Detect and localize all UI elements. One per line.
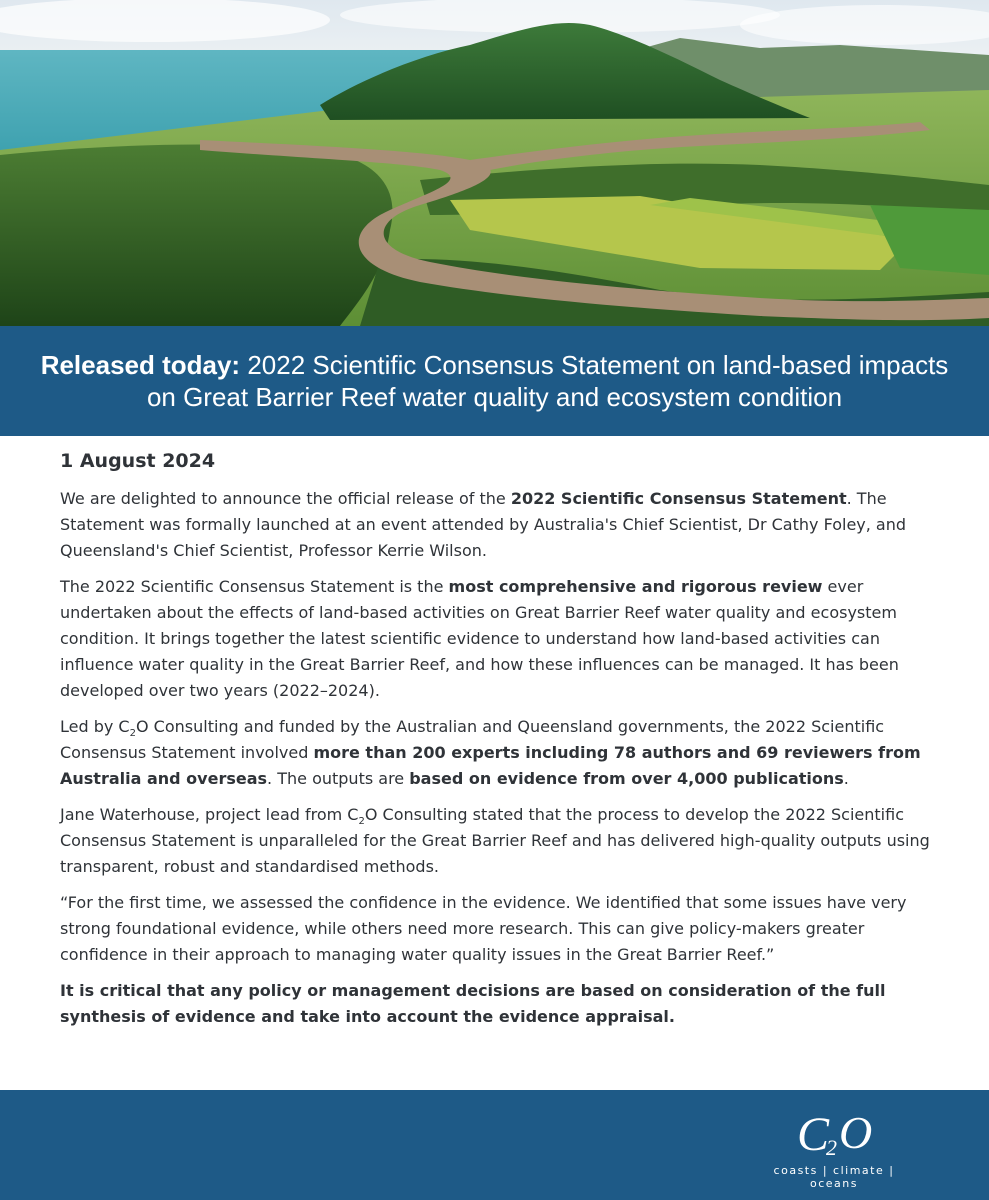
paragraph-intro	[60, 486, 940, 564]
p3-text-a: Led by C	[60, 717, 130, 736]
p3-subscript: 2	[129, 728, 136, 740]
p4-text-a: Jane Waterhouse, project lead from C	[60, 805, 359, 824]
article-body	[60, 450, 940, 1040]
p3-text-b: O Consulting and funded by the Australian and Queensland governments, the 2022 Scientific Consensus Statement involved	[60, 717, 885, 762]
footer	[0, 1090, 989, 1200]
p4-text-b: O Consulting stated that the process to develop the 2022 Scientific Consensus Statement is unparalleled for the Great Barrier Reef and has delivered high-quality outputs using transparent, robust and standardised methods.	[60, 805, 930, 876]
p2-text-a: The 2022 Scientific Consensus Statement is the	[60, 577, 449, 596]
p1-text-a: We are delighted to announce the official release of the	[60, 489, 511, 508]
paragraph-experts	[60, 714, 940, 792]
c2o-logo-mark	[779, 1108, 889, 1160]
hero-image	[0, 0, 989, 326]
p3-text-f: .	[843, 769, 849, 788]
logo-tagline: coasts | climate | oceans	[773, 1164, 895, 1190]
c2o-logo	[749, 1108, 919, 1190]
closing-bold: It is critical that any policy or management decisions are based on consideration of the full synthesis of evidence and take into account the evidence appraisal.	[60, 981, 886, 1026]
title-text: 2022 Scientific Consensus Statement on land-based impacts on Great Barrier Reef water quality and ecosystem condition	[146, 350, 949, 412]
paragraph-project-lead	[60, 802, 940, 880]
p2-text-c: ever undertaken about the effects of land-based activities on Great Barrier Reef water quality and ecosystem condition. It brings together the latest scientific evidence to understand how land-based activities can influence water quality in the Great Barrier Reef, and how these influences can be managed. It has been developed over two years (2022–2024).	[60, 577, 899, 700]
p1-text-c: . The Statement was formally launched at an event attended by Australia's Chief Scientist, Dr Cathy Foley, and Queensland's Chief Scientist, Professor Kerrie Wilson.	[60, 489, 907, 560]
logo-letter-o: O	[839, 1108, 873, 1158]
river-landscape-illustration	[0, 0, 989, 326]
paragraph-quote: “For the first time, we assessed the confidence in the evidence. We identified that some issues have very strong foundational evidence, while others need more research. This can give policy-makers greater confidence in their approach to managing water quality issues in the Great Barrier Reef.”	[60, 893, 907, 964]
page-title	[0, 349, 989, 413]
logo-letter-c: C	[797, 1108, 830, 1160]
p3-text-d: . The outputs are	[267, 769, 410, 788]
p3-bold-evidence: based on evidence from over 4,000 publications	[409, 769, 844, 788]
p3-bold-experts: more than 200 experts including 78 authors and 69 reviewers from Australia and overseas	[60, 743, 921, 788]
paragraph-review	[60, 574, 940, 704]
p2-bold: most comprehensive and rigorous review	[448, 577, 823, 596]
paragraph-closing	[60, 978, 940, 1030]
release-date: 1 August 2024	[60, 450, 216, 472]
p4-subscript: 2	[358, 816, 365, 828]
p1-bold: 2022 Scientific Consensus Statement	[510, 489, 847, 508]
title-banner	[0, 326, 989, 436]
logo-subscript-2: 2	[826, 1135, 837, 1160]
title-lead: Released today:	[40, 350, 241, 380]
